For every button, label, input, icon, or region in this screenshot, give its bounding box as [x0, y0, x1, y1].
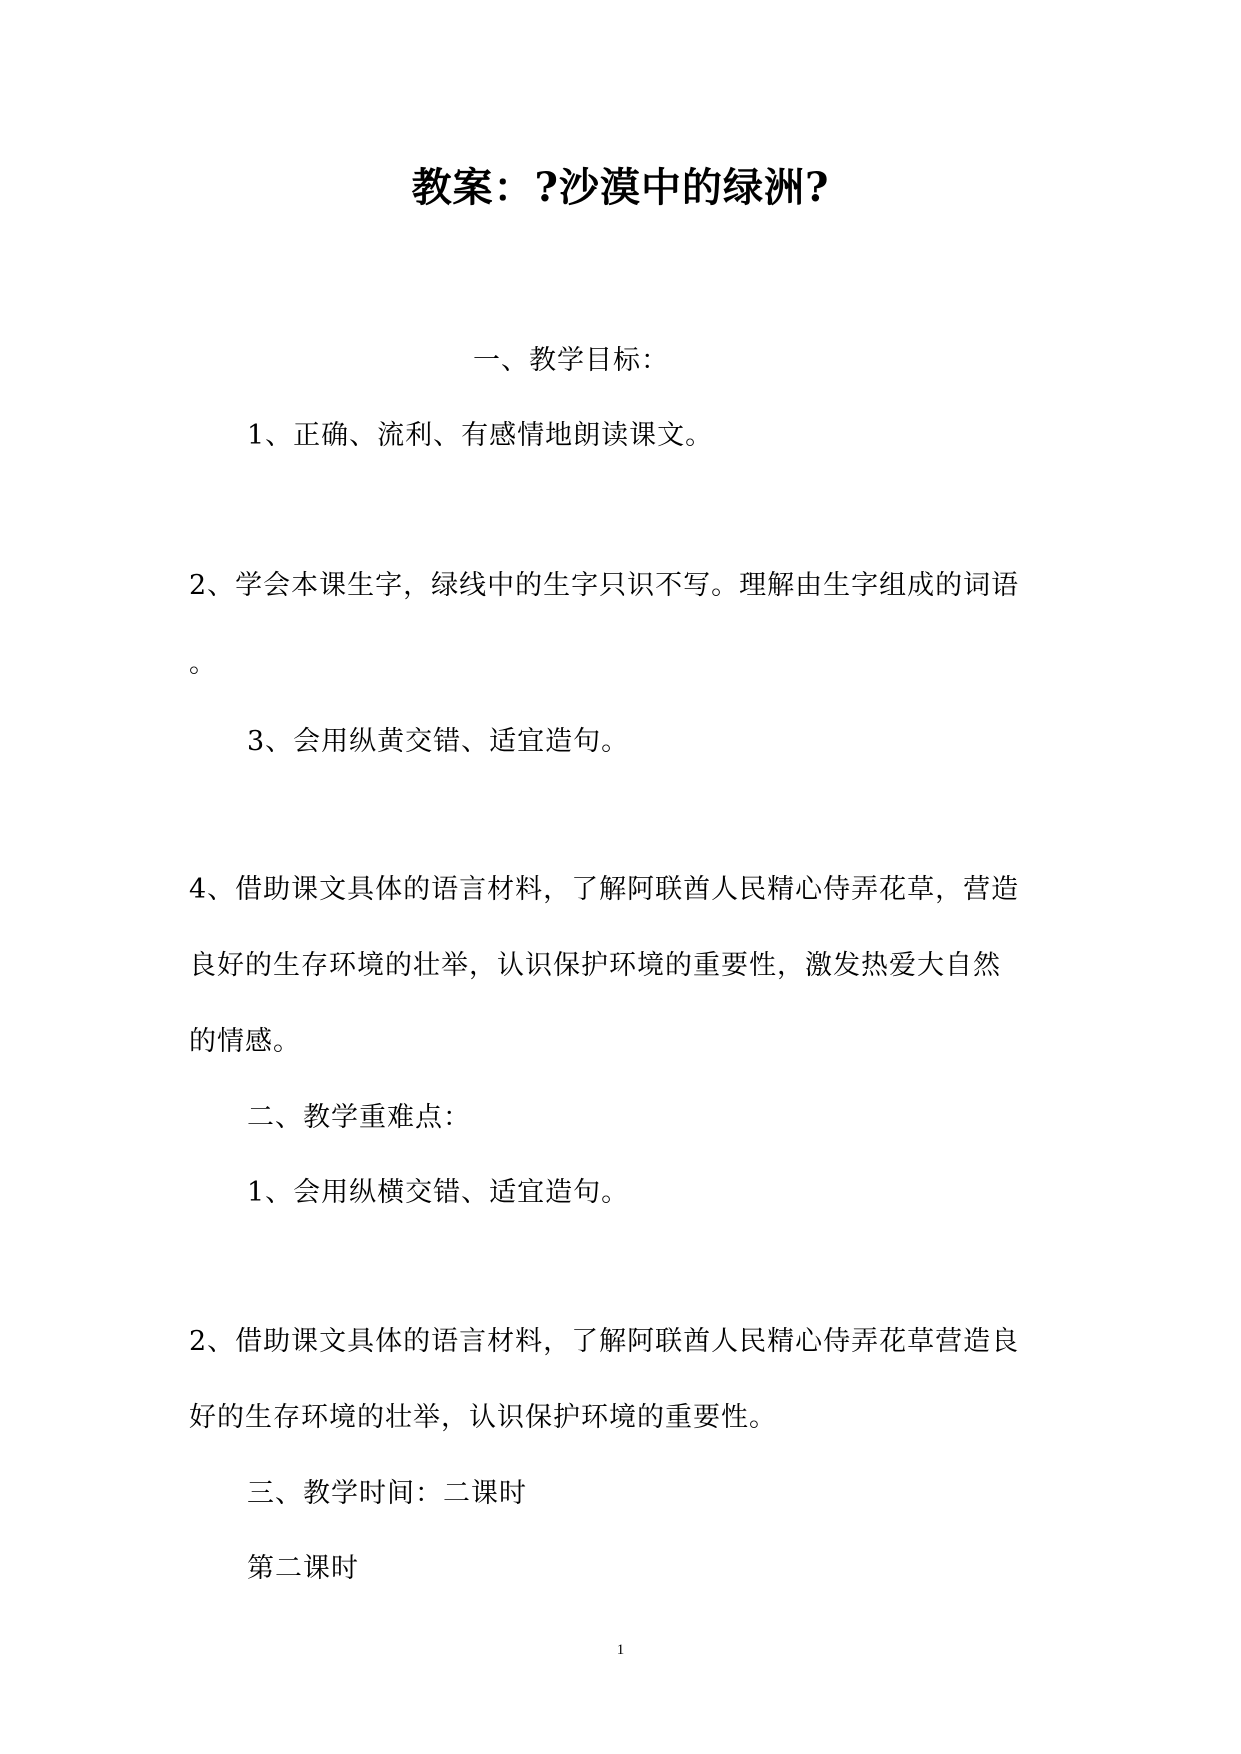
- section-heading-time: 三、教学时间：二课时: [247, 1478, 527, 1509]
- section-heading-key-points: 二、教学重难点：: [247, 1102, 471, 1133]
- paragraph-line: 第二课时: [247, 1553, 359, 1584]
- paragraph-line: 2、学会本课生字，绿线中的生字只识不写。理解由生字组成的词语: [189, 570, 1020, 601]
- document-title: 教案：?沙漠中的绿洲?: [411, 164, 830, 211]
- paragraph-line: 。: [189, 648, 217, 679]
- paragraph-line: 良好的生存环境的壮举，认识保护环境的重要性，激发热爱大自然: [189, 950, 1001, 981]
- section-heading-objectives: 一、教学目标：: [473, 345, 669, 376]
- page-number: 1: [616, 1642, 625, 1658]
- paragraph-line: 好的生存环境的壮举，认识保护环境的重要性。: [189, 1402, 777, 1433]
- paragraph-line: 3、会用纵黄交错、适宜造句。: [247, 726, 630, 757]
- paragraph-line: 1、正确、流利、有感情地朗读课文。: [247, 420, 714, 451]
- paragraph-line: 2、借助课文具体的语言材料，了解阿联酋人民精心侍弄花草营造良: [189, 1326, 1020, 1357]
- paragraph-line: 的情感。: [189, 1026, 301, 1057]
- paragraph-line: 1、会用纵横交错、适宜造句。: [247, 1177, 630, 1208]
- paragraph-line: 4、借助课文具体的语言材料，了解阿联酋人民精心侍弄花草，营造: [189, 874, 1020, 905]
